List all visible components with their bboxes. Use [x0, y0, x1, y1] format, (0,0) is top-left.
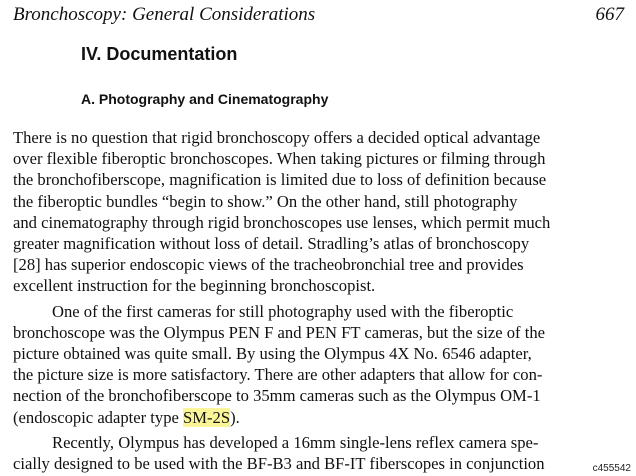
- paragraph-line: greater magnification without loss of detail. Stradling’s atlas of bronchoscopy: [13, 234, 530, 254]
- paragraph-1: [13, 127, 625, 297]
- running-title: Bronchoscopy: General Considerations: [13, 4, 316, 25]
- paragraph-line: excellent instruction for the beginning bronchoscopist.: [13, 276, 376, 296]
- paragraph-2: [13, 301, 625, 428]
- page-number: 667: [595, 4, 624, 25]
- body-text: [13, 127, 625, 474]
- paragraph-last-line: [13, 407, 625, 428]
- paragraph-line: Recently, Olympus has developed a 16mm single-lens reflex camera spe-: [52, 432, 539, 452]
- line-prefix: (endoscopic adapter type: [13, 407, 184, 427]
- paragraph-3: [13, 432, 625, 474]
- paragraph-line: the bronchofiberscope, magnification is limited due to loss of definition because: [13, 170, 547, 190]
- highlighted-term[interactable]: SM-2S: [183, 407, 231, 427]
- paragraph-line: the fiberoptic bundles “begin to show.” On the other hand, still photography: [13, 191, 518, 211]
- paragraph-line: There is no question that rigid bronchoscopy offers a decided optical advantage: [13, 128, 541, 147]
- paragraph-line: and cinematography through rigid bronchoscopes use lenses, which permit much: [13, 212, 551, 232]
- line-suffix: ).: [230, 407, 240, 427]
- section-heading: IV. Documentation: [81, 44, 238, 64]
- paragraph-line: bronchoscope was the Olympus PEN F and PEN FT cameras, but the size of the: [13, 322, 545, 342]
- paragraph-line: [28] has superior endoscopic views of the tracheobronchial tree and provides: [13, 255, 524, 275]
- paragraph-line: One of the first cameras for still photography used with the fiberoptic: [52, 301, 514, 321]
- document-id-stamp: c455542: [592, 463, 631, 474]
- paragraph-line: nection of the bronchofiberscope to 35mm cameras such as the Olympus OM-1: [13, 386, 541, 406]
- paragraph-line: picture obtained was quite small. By using the Olympus 4X No. 6546 adapter,: [13, 344, 532, 364]
- paragraph-line: over flexible fiberoptic bronchoscopes. When taking pictures or filming through: [13, 149, 546, 169]
- subsection-heading: A. Photography and Cinematography: [81, 91, 329, 107]
- paragraph-line: the picture size is more satisfactory. There are other adapters that allow for con-: [13, 365, 543, 385]
- paragraph-line: cially designed to be used with the BF-B3 and BF-IT fiberscopes in conjunction: [13, 454, 545, 474]
